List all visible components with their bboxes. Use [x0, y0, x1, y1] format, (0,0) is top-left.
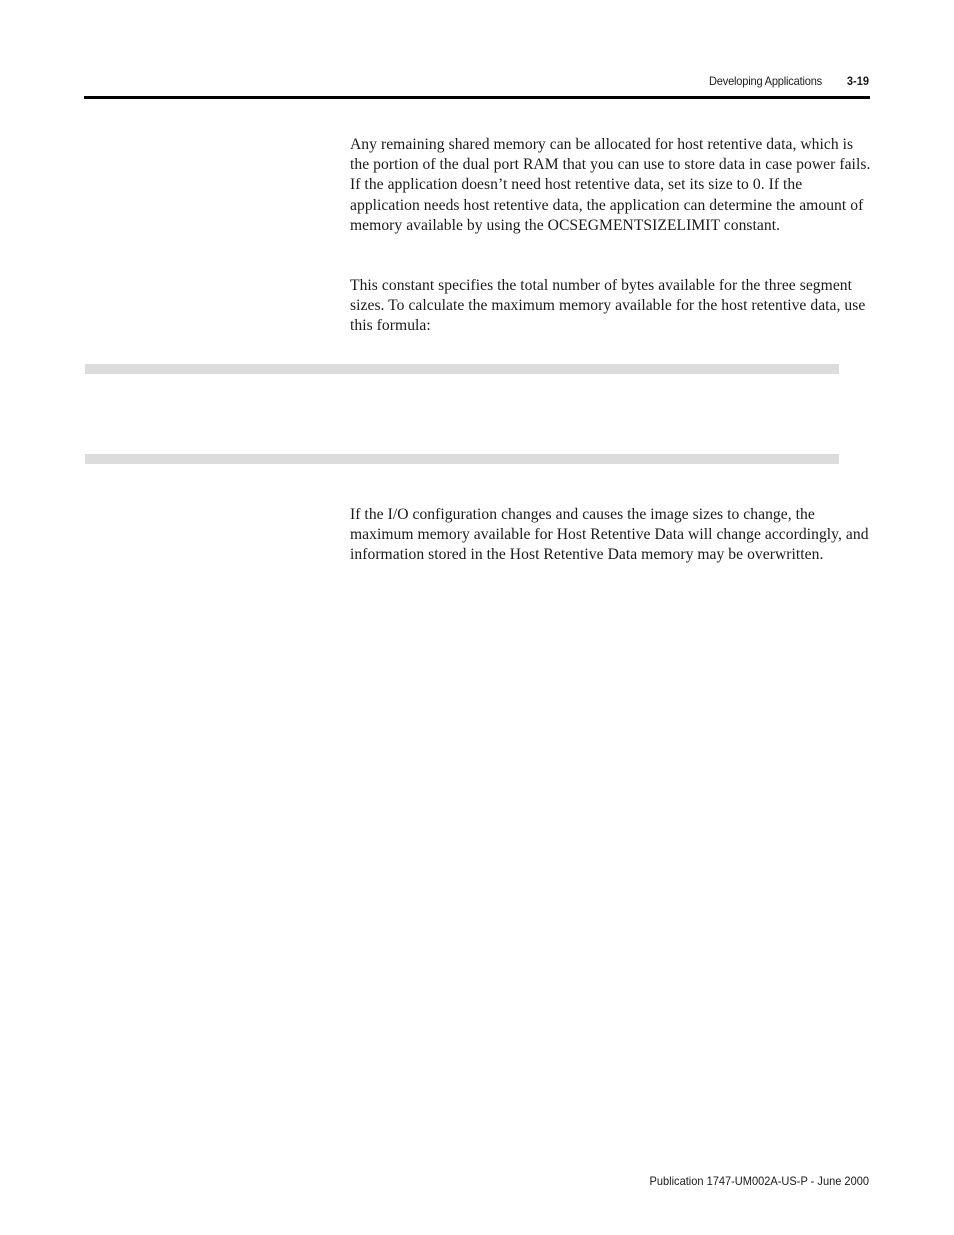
body-paragraph-host-retentive: Any remaining shared memory can be allocated for host retentive data, which is the portion of the dual port RAM that you can use to store data in case power fails. If the application doesn’t need host retentive data, set its size to 0. If the application needs host retentive data, the application can determine the amount of memory available by using the OCSEGMENTSIZELIMIT constant. [350, 136, 871, 234]
formula-bottom-rule [85, 454, 839, 464]
header-section-title: Developing Applications [708, 74, 822, 88]
header-page-number: 3-19 [846, 74, 869, 88]
body-paragraph-constant: This constant specifies the total number of bytes available for the three segment sizes. To calculate the maximum memory available for the host retentive data, use this formula: [350, 277, 866, 335]
formula-block [85, 364, 839, 464]
header-divider [84, 96, 870, 99]
formula-top-rule [85, 364, 839, 374]
footer-publication: Publication 1747-UM002A-US-P - June 2000 [649, 1174, 869, 1188]
body-paragraph-io-config: If the I/O configuration changes and causes the image sizes to change, the maximum memory available for Host Retentive Data will change accordingly, and information stored in the Host Retentive Data memory may be overwritten. [350, 506, 869, 564]
